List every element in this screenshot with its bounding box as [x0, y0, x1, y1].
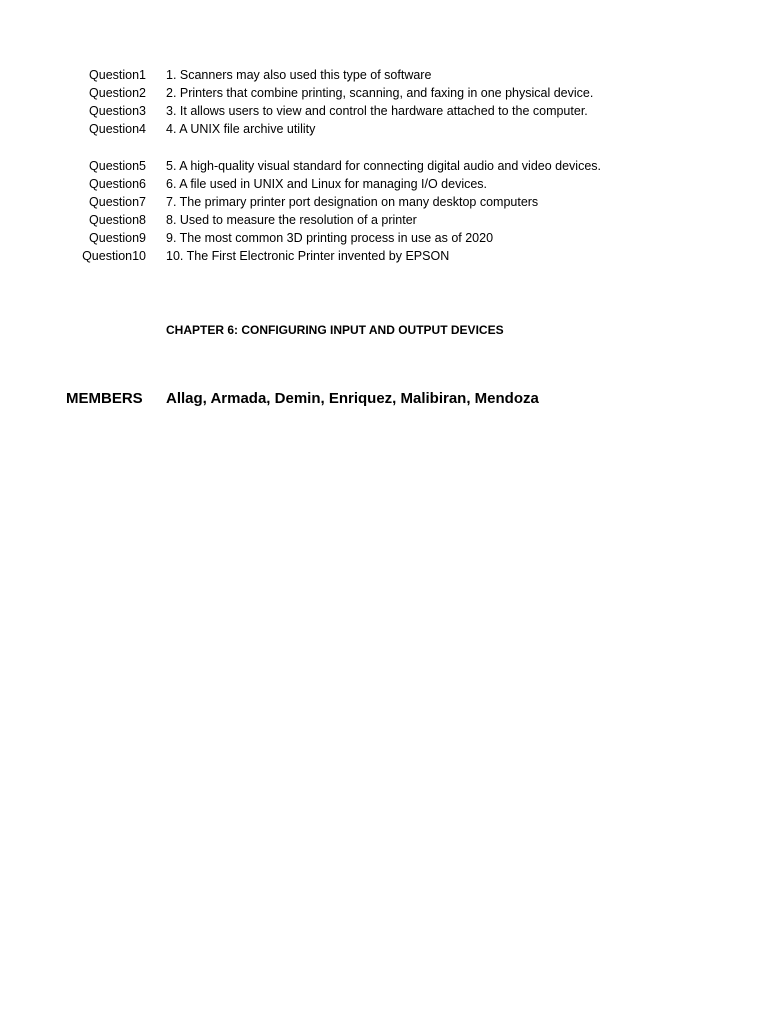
question-label: Question9	[89, 231, 146, 245]
chapter-title: CHAPTER 6: CONFIGURING INPUT AND OUTPUT DEVICES	[166, 323, 504, 337]
question-row-2	[0, 84, 768, 102]
question-row-4	[0, 120, 768, 138]
question-row-9	[0, 229, 768, 247]
question-row-8	[0, 211, 768, 229]
question-label: Question7	[89, 195, 146, 209]
question-text: 7. The primary printer port designation on many desktop computers	[166, 195, 539, 209]
question-row-7	[0, 193, 768, 211]
question-label: Question3	[89, 104, 146, 118]
question-label: Question6	[89, 177, 146, 191]
question-label: Question2	[89, 86, 146, 100]
question-text: 2. Printers that combine printing, scanning, and faxing in one physical device.	[166, 86, 594, 100]
question-label: Question5	[89, 159, 146, 173]
question-text: 1. Scanners may also used this type of software	[166, 68, 432, 82]
question-label: Question1	[89, 68, 146, 82]
question-text: 8. Used to measure the resolution of a printer	[166, 213, 417, 227]
question-label: Question10	[82, 249, 146, 263]
members-label: MEMBERS	[66, 390, 143, 407]
question-label: Question8	[89, 213, 146, 227]
question-text: 3. It allows users to view and control the hardware attached to the computer.	[166, 104, 588, 118]
question-row-6	[0, 175, 768, 193]
question-text: 6. A file used in UNIX and Linux for managing I/O devices.	[166, 177, 488, 191]
question-row-5	[0, 157, 768, 175]
question-text: 4. A UNIX file archive utility	[166, 122, 316, 136]
question-label: Question4	[89, 122, 146, 136]
question-row-10	[0, 247, 768, 265]
question-text: 5. A high-quality visual standard for connecting digital audio and video devices.	[166, 159, 602, 173]
question-text: 10. The First Electronic Printer invented by EPSON	[166, 249, 450, 263]
question-row-1	[0, 66, 768, 84]
question-row-3	[0, 102, 768, 120]
members-names: Allag, Armada, Demin, Enriquez, Malibiran, Mendoza	[166, 390, 539, 407]
question-text: 9. The most common 3D printing process in use as of 2020	[166, 231, 494, 245]
